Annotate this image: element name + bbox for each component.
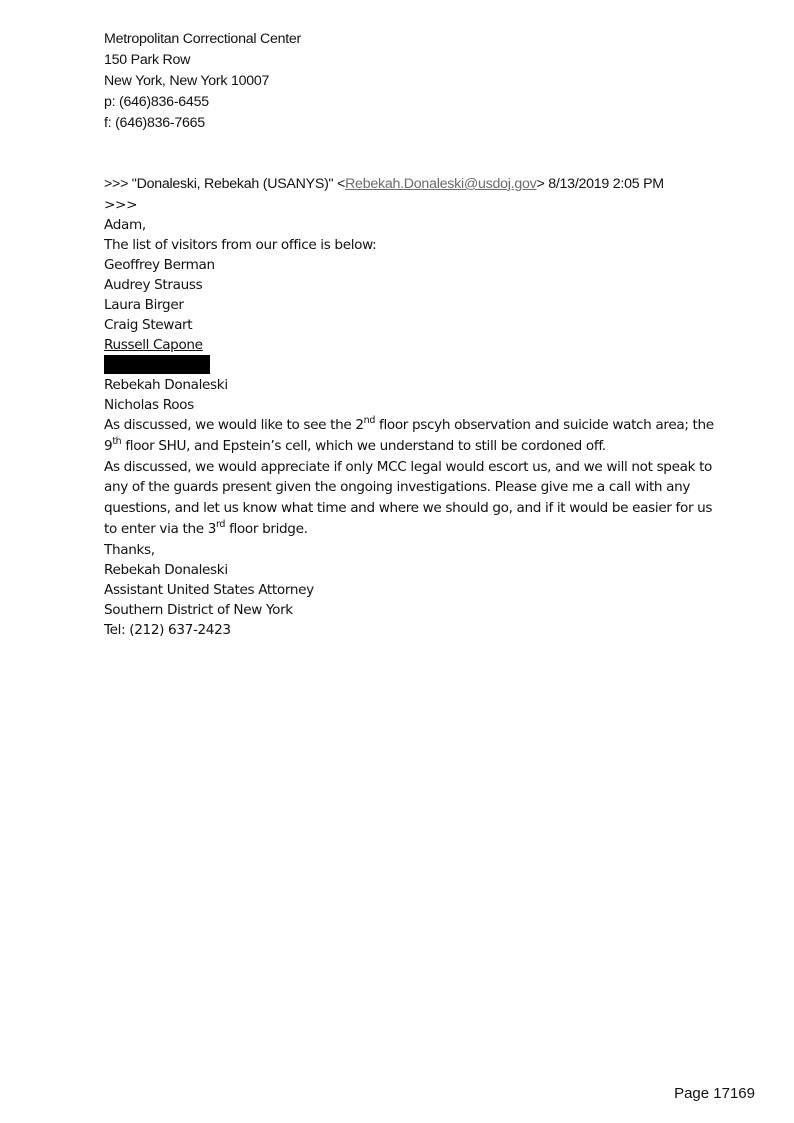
visitor-name: Russell Capone [104, 337, 203, 353]
paragraph-site-visit [104, 415, 714, 457]
signature-street: 150 Park Row [104, 52, 191, 68]
signature-name: Rebekah Donaleski [104, 561, 228, 578]
sender-signature-block [104, 29, 301, 134]
redaction-bar [104, 355, 210, 374]
signature-tel: Tel: (212) 637-2423 [104, 621, 231, 638]
para1-superscript-2: th [112, 435, 122, 447]
greeting: Adam, [104, 217, 146, 233]
para1-superscript-1: nd [363, 415, 376, 426]
signature-fax: f: (646)836-7665 [104, 115, 205, 131]
email-link[interactable]: Rebekah.Donaleski@usdoj.gov [345, 176, 537, 192]
quote-suffix: > 8/13/2019 2:05 PM [536, 176, 664, 192]
closing: Thanks, [104, 541, 155, 558]
visitor-name: Audrey Strauss [104, 277, 203, 293]
quote-prefix: >>> "Donaleski, Rebekah (USANYS)" < [104, 176, 346, 192]
signature-phone: p: (646)836-6455 [104, 94, 209, 110]
visitor-list-intro: The list of visitors from our office is below: [104, 237, 377, 253]
paragraph-escort [104, 457, 714, 540]
signature-org: Metropolitan Correctional Center [104, 31, 302, 47]
visitor-name: Rebekah Donaleski [104, 377, 228, 393]
para2-superscript: rd [216, 518, 226, 530]
quote-continuation: >>> [104, 197, 138, 213]
page-number: Page 17169 [674, 1085, 755, 1102]
signature-title: Assistant United States Attorney [104, 581, 314, 598]
para1-text-c: floor SHU, and Epstein’s cell, which we understand to still be cordoned off. [121, 437, 606, 454]
visitor-name: Laura Birger [104, 297, 184, 313]
signature-city: New York, New York 10007 [104, 73, 270, 89]
para2-text-b: floor bridge. [225, 520, 308, 537]
visitor-name: Geoffrey Berman [104, 257, 215, 273]
para1-text-a: As discussed, we would like to see the 2 [104, 417, 364, 433]
email-body [104, 195, 744, 640]
visitor-name: Nicholas Roos [104, 397, 194, 413]
visitor-name: Craig Stewart [104, 317, 193, 333]
para2-text-a: As discussed, we would appreciate if only MCC legal would escort us, and we will not speak to any of the guards present given the ongoing investigations. Please give me a call with any questions, and let us know what time and where we should go, and if it would be easier for us to enter via the 3 [104, 458, 713, 537]
signature-office: Southern District of New York [104, 601, 293, 618]
para1-text-b: floor pscyh observation and suicide watch area; the 9 [104, 417, 714, 454]
quoted-email-header [104, 174, 664, 195]
signature-org-clipped [104, 29, 301, 50]
